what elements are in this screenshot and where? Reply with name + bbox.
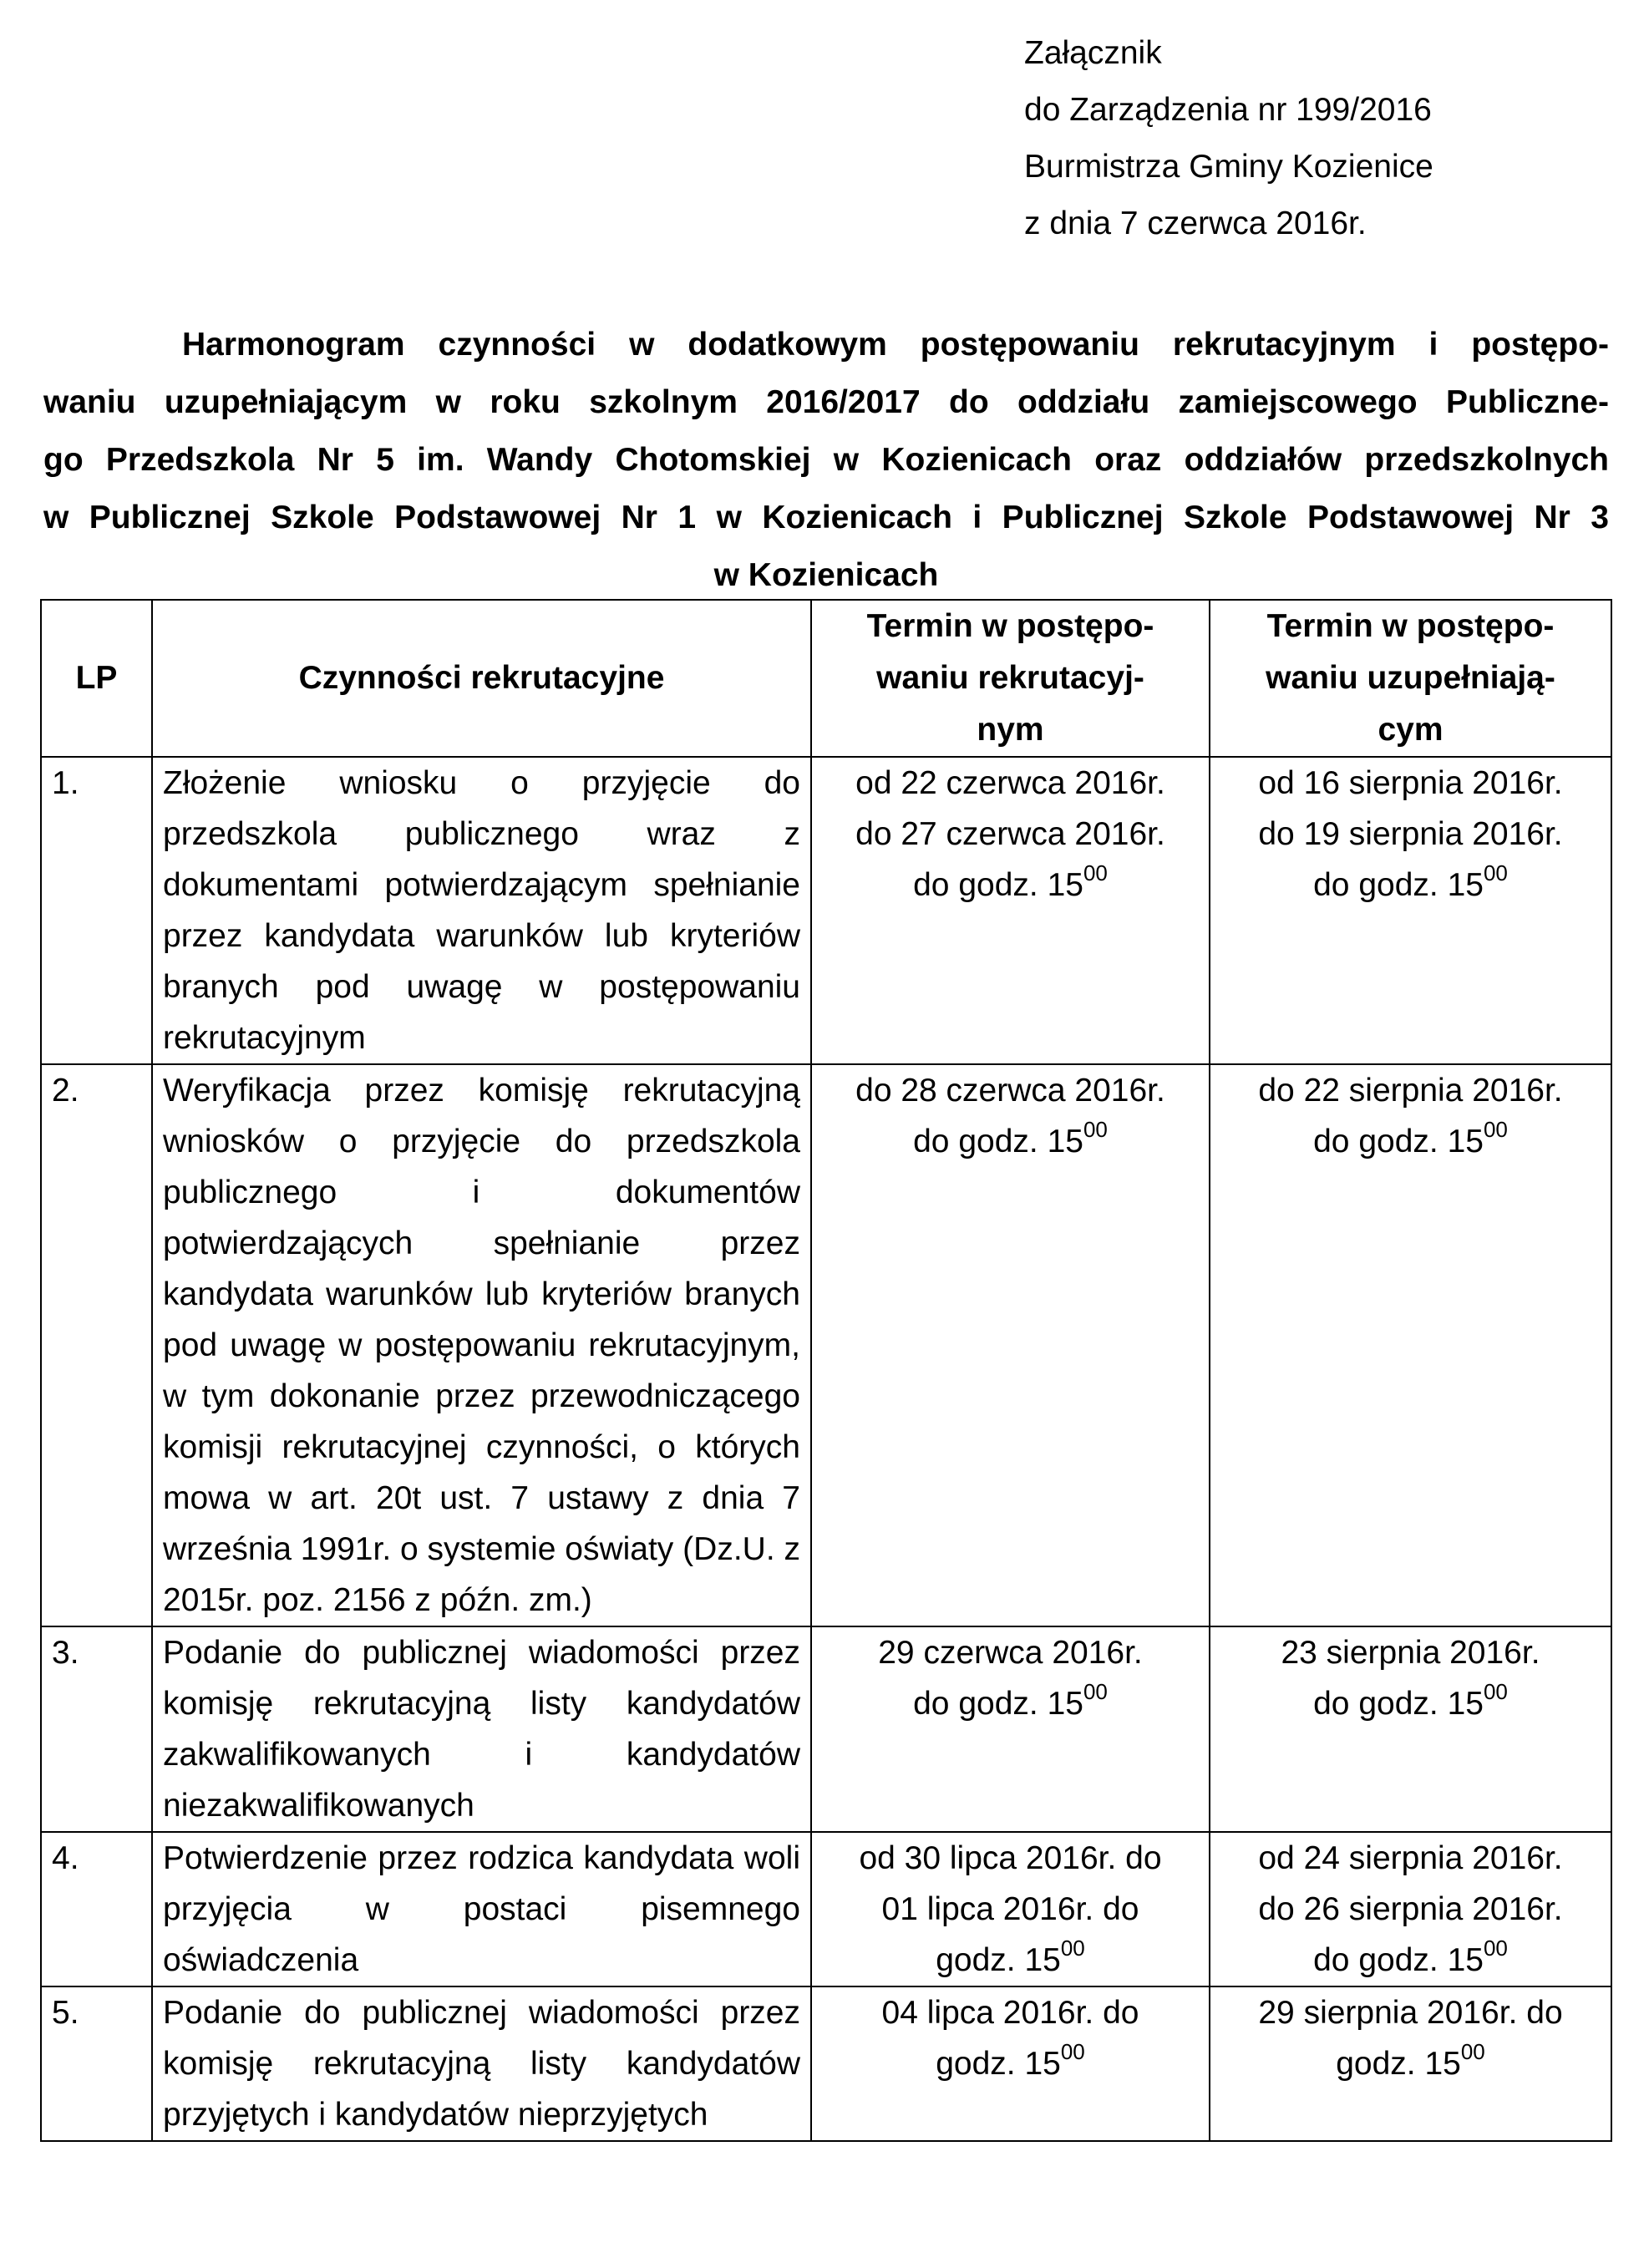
title-line: go Przedszkola Nr 5 im. Wandy Chotomskiej w Kozienicach oraz oddziałów przedszkolnych (43, 442, 1609, 478)
term-text: do godz. 15 (913, 1686, 1083, 1722)
term-text: godz. 15 (936, 1942, 1061, 1978)
term-line: 23 sierpnia 2016r. (1281, 1635, 1540, 1671)
row-activity: Weryfikacja przez komisję rekrutacyjną wniosków o przyjęcie do przedszkola publicznego i dokumentów potwierdzających spełnianie przez kandydata warunków lub kryteriów branych pod uwagę w postępowaniu rekrutacyjnym, w tym dokonanie przez przewodniczącego komisji rekrutacyjnej czynności, o których mowa w art. 20t ust. 7 ustawy z dnia 7 września 1991r. o systemie oświaty (Dz.U. z 2015r. poz. 2156 z późn. zm.) (152, 1064, 811, 1626)
row-term-supplementary (1210, 1626, 1611, 1832)
term-line (822, 1935, 1199, 1986)
table-row (41, 757, 1611, 1064)
header-lp: LP (41, 600, 152, 757)
row-activity: Podanie do publicznej wiadomości przez komisję rekrutacyjną listy kandydatów przyjętych i kandydatów nieprzyjętych (152, 1986, 811, 2141)
term-text: do godz. 15 (1313, 1942, 1484, 1978)
row-activity: Potwierdzenie przez rodzica kandydata woli przyjęcia w postaci pisemnego oświadczenia (152, 1832, 811, 1986)
header-activity: Czynności rekrutacyjne (152, 600, 811, 757)
table-row (41, 1064, 1611, 1626)
term-line: do 27 czerwca 2016r. (855, 816, 1165, 852)
row-number: 1. (41, 757, 152, 1064)
term-line (1220, 1935, 1601, 1986)
term-line (822, 860, 1199, 911)
term-line (1220, 860, 1601, 911)
annex-line: z dnia 7 czerwca 2016r. (1024, 205, 1367, 241)
header-line: Termin w postępo- (1266, 608, 1555, 644)
term-line: do 26 sierpnia 2016r. (1258, 1891, 1563, 1927)
row-activity: Podanie do publicznej wiadomości przez komisję rekrutacyjną listy kandydatów zakwalifikowanych i kandydatów niezakwalifikowanych (152, 1626, 811, 1832)
row-term-recruitment (811, 1626, 1210, 1832)
term-line: 29 czerwca 2016r. (878, 1635, 1143, 1671)
time-superscript: 00 (1083, 1117, 1108, 1142)
document-title (43, 316, 1609, 604)
term-line: do 28 czerwca 2016r. (855, 1073, 1165, 1109)
row-number: 3. (41, 1626, 152, 1832)
term-text: godz. 15 (1336, 2046, 1461, 2082)
row-term-supplementary (1210, 1986, 1611, 2141)
row-term-recruitment (811, 757, 1210, 1064)
term-line (822, 2038, 1199, 2089)
time-superscript: 00 (1483, 1679, 1508, 1704)
title-line: w Publicznej Szkole Podstawowej Nr 1 w Kozienicach i Publicznej Szkole Podstawowej Nr 3 (43, 500, 1609, 535)
term-text: do godz. 15 (1313, 1124, 1484, 1159)
header-line: Termin w postępo- (866, 608, 1154, 644)
term-line: od 16 sierpnia 2016r. (1258, 765, 1563, 801)
row-number: 4. (41, 1832, 152, 1986)
time-superscript: 00 (1060, 2039, 1085, 2064)
term-text: do godz. 15 (1313, 867, 1484, 903)
row-number: 5. (41, 1986, 152, 2141)
term-line: do 19 sierpnia 2016r. (1258, 816, 1563, 852)
term-line: do 22 sierpnia 2016r. (1258, 1073, 1563, 1109)
term-text: do godz. 15 (1313, 1686, 1484, 1722)
header-line: waniu uzupełniają- (1266, 660, 1555, 696)
term-line: 04 lipca 2016r. do (881, 1995, 1139, 2031)
row-term-recruitment (811, 1986, 1210, 2141)
term-line: od 22 czerwca 2016r. (855, 765, 1165, 801)
term-line: 01 lipca 2016r. do (881, 1891, 1139, 1927)
table-row (41, 1626, 1611, 1832)
title-line: w Kozienicach (713, 557, 939, 593)
header-term-recruitment (811, 600, 1210, 757)
header-line: nym (977, 712, 1044, 748)
title-line: Harmonogram czynności w dodatkowym postępowaniu rekrutacyjnym i postępo- (182, 327, 1609, 363)
header-line: waniu rekrutacyj- (876, 660, 1144, 696)
annex-line: Załącznik (1024, 35, 1162, 71)
term-line: od 30 lipca 2016r. do (859, 1840, 1162, 1876)
title-line: waniu uzupełniającym w roku szkolnym 2016/2017 do oddziału zamiejscowego Publiczne- (43, 384, 1609, 420)
row-activity: Złożenie wniosku o przyjęcie do przedszkola publicznego wraz z dokumentami potwierdzającym spełnianie przez kandydata warunków lub kryteriów branych pod uwagę w postępowaniu rekrutacyjnym (152, 757, 811, 1064)
term-text: godz. 15 (936, 2046, 1061, 2082)
row-term-supplementary (1210, 1832, 1611, 1986)
row-term-supplementary (1210, 757, 1611, 1064)
time-superscript: 00 (1483, 860, 1508, 885)
row-term-recruitment (811, 1832, 1210, 1986)
term-line (822, 1116, 1199, 1167)
term-line (822, 1678, 1199, 1729)
time-superscript: 00 (1083, 860, 1108, 885)
term-line (1220, 2038, 1601, 2089)
term-line: od 24 sierpnia 2016r. (1258, 1840, 1563, 1876)
time-superscript: 00 (1060, 1936, 1085, 1961)
table-row (41, 1986, 1611, 2141)
row-term-recruitment (811, 1064, 1210, 1626)
row-term-supplementary (1210, 1064, 1611, 1626)
time-superscript: 00 (1460, 2039, 1485, 2064)
header-line: cym (1378, 712, 1444, 748)
table-row (41, 1832, 1611, 1986)
schedule-table (40, 599, 1612, 2142)
term-text: do godz. 15 (913, 867, 1083, 903)
term-line (1220, 1116, 1601, 1167)
term-line (1220, 1678, 1601, 1729)
header-term-supplementary (1210, 600, 1611, 757)
annex-line: do Zarządzenia nr 199/2016 (1024, 92, 1432, 128)
annex-line: Burmistrza Gminy Kozienice (1024, 149, 1433, 185)
row-number: 2. (41, 1064, 152, 1626)
time-superscript: 00 (1483, 1936, 1508, 1961)
time-superscript: 00 (1083, 1679, 1108, 1704)
annex-block (1024, 25, 1433, 252)
term-text: do godz. 15 (913, 1124, 1083, 1159)
term-line: 29 sierpnia 2016r. do (1258, 1995, 1563, 2031)
table-header-row (41, 600, 1611, 757)
time-superscript: 00 (1483, 1117, 1508, 1142)
